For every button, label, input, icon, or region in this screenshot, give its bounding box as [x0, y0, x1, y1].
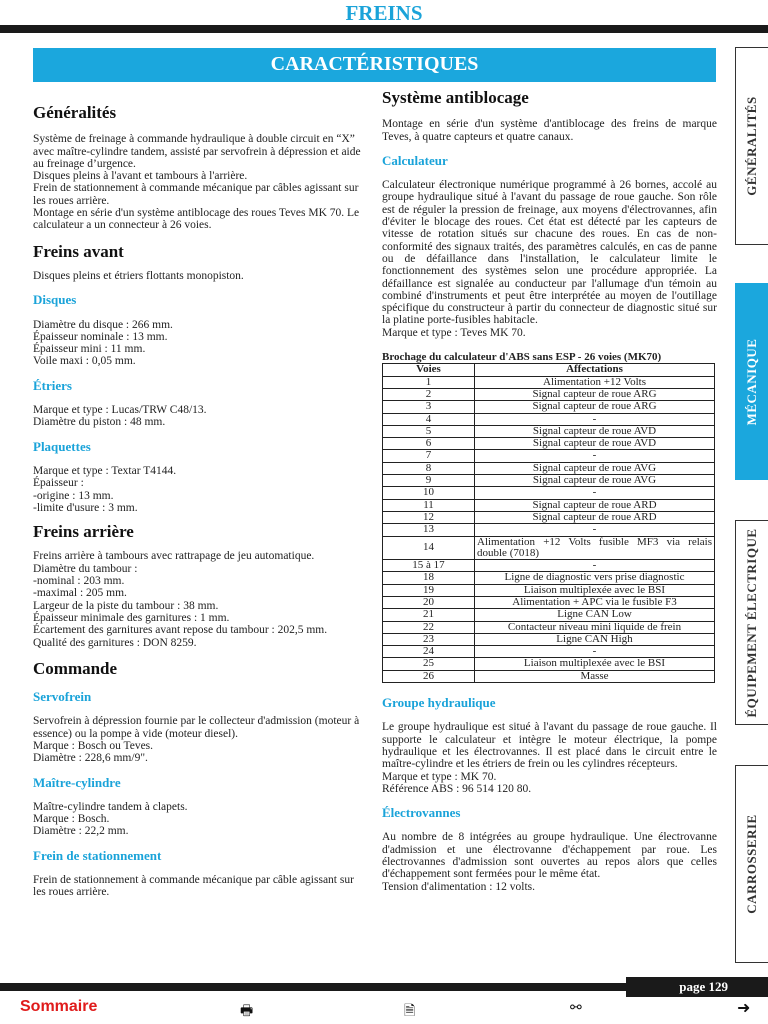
heading-plaquettes: Plaquettes	[33, 438, 91, 454]
printer-icon[interactable]: 🖶	[240, 1004, 254, 1019]
tab-equipement-electrique[interactable]: ÉQUIPEMENT ÉLECTRIQUE	[735, 520, 768, 725]
text-generalites: Système de freinage à commande hydraulique à double circuit en “X” avec maître-cylindre tandem, assisté par servofrein à dépression et aide au freinage d’urgence. Disques pleins à l'avant et tambours à l'arrière. Frein de stationnement à commande mécanique par câbles agissant sur les roues arrière. Montage en série d'un système antiblocage des roues Teves MK 70. Le calculateur a un connecteur à 26 voies.	[33, 133, 361, 232]
right-column	[382, 88, 717, 893]
table-cell-affectation: -	[475, 560, 715, 572]
left-column	[33, 95, 368, 899]
heading-etriers: Étriers	[33, 377, 72, 393]
table-row	[383, 450, 715, 462]
table-header: Voies	[383, 364, 475, 376]
table-row	[383, 425, 715, 437]
document-icon[interactable]: 🗎	[404, 1004, 416, 1019]
table-cell-voie: 22	[383, 621, 475, 633]
table-cell-voie: 21	[383, 609, 475, 621]
text-maitre-cylindre: Maître-cylindre tandem à clapets. Marque : Bosch. Diamètre : 22,2 mm.	[33, 800, 188, 838]
text-freins-avant: Disques pleins et étriers flottants monopiston.	[33, 269, 244, 282]
table-row	[383, 438, 715, 450]
text-electrovannes: Au nombre de 8 intégrées au groupe hydraulique. Une électrovanne d'admission et une électrovanne d'échappement par roue. Les électrovannes d'admission sont ouvertes au repos alors que celles d'échappement sont fermées pour le même état. Tension d'alimentation : 12 volts.	[382, 831, 717, 893]
heading-electrovannes: Électrovannes	[382, 805, 461, 821]
table-cell-affectation: Signal capteur de roue ARD	[475, 511, 715, 523]
text-servofrein: Servofrein à dépression fournie par le collecteur d'admission (moteur à essence) ou la pompe à vide (moteur diesel). Marque : Bosch ou Teves. Diamètre : 228,6 mm/9".	[33, 715, 360, 765]
table-cell-voie: 1	[383, 376, 475, 388]
heading-groupe-hydraulique: Groupe hydraulique	[382, 695, 496, 711]
table-row	[383, 536, 715, 560]
text-disques: Diamètre du disque : 266 mm. Épaisseur nominale : 13 mm. Épaisseur mini : 11 mm. Voile maxi : 0,05 mm.	[33, 318, 173, 368]
table-cell-affectation: -	[475, 524, 715, 536]
arrow-right-icon[interactable]: ➜	[737, 1000, 751, 1017]
table-row	[383, 475, 715, 487]
table-cell-voie: 2	[383, 388, 475, 400]
text-etriers: Marque et type : Lucas/TRW C48/13. Diamètre du piston : 48 mm.	[33, 404, 207, 429]
sommaire-link[interactable]: Sommaire	[20, 998, 98, 1015]
table-cell-voie: 18	[383, 572, 475, 584]
table-cell-affectation: -	[475, 450, 715, 462]
table-cell-voie: 4	[383, 413, 475, 425]
table-cell-voie: 19	[383, 584, 475, 596]
text-antiblocage: Montage en série d'un système d'antiblocage des freins de marque Teves, à quatre capteurs et quatre canaux.	[382, 118, 717, 143]
table-cell-voie: 5	[383, 425, 475, 437]
table-row	[383, 609, 715, 621]
table-cell-affectation: Ligne CAN Low	[475, 609, 715, 621]
table-cell-affectation: Signal capteur de roue AVD	[475, 425, 715, 437]
tab-carrosserie[interactable]: CARROSSERIE	[735, 765, 768, 963]
tab-mecanique[interactable]: MÉCANIQUE	[735, 283, 768, 480]
table-row	[383, 376, 715, 388]
heading-disques: Disques	[33, 292, 77, 308]
table-cell-affectation: Alimentation + APC via le fusible F3	[475, 596, 715, 608]
heading-maitre-cylindre: Maître-cylindre	[33, 774, 121, 790]
table-cell-affectation: Alimentation +12 Volts fusible MF3 via relais double (7018)	[475, 536, 715, 560]
table-row	[383, 670, 715, 682]
table-cell-affectation: Liaison multiplexée avec le BSI	[475, 584, 715, 596]
table-cell-affectation: -	[475, 413, 715, 425]
table-row	[383, 658, 715, 670]
table-cell-affectation: -	[475, 646, 715, 658]
table-cell-voie: 10	[383, 487, 475, 499]
table-row	[383, 462, 715, 474]
table-cell-affectation: Signal capteur de roue AVD	[475, 438, 715, 450]
heading-frein-stationnement: Frein de stationnement	[33, 847, 162, 863]
table-row	[383, 524, 715, 536]
binoculars-icon[interactable]: ⚯	[570, 1001, 582, 1016]
table-row	[383, 633, 715, 645]
table-cell-voie: 23	[383, 633, 475, 645]
table-body	[383, 376, 715, 682]
page-title: FREINS	[345, 1, 423, 25]
table-cell-affectation: Signal capteur de roue ARD	[475, 499, 715, 511]
table-row	[383, 584, 715, 596]
heading-calculateur: Calculateur	[382, 152, 448, 168]
table-cell-affectation: Alimentation +12 Volts	[475, 376, 715, 388]
table-row	[383, 621, 715, 633]
heading-commande: Commande	[33, 658, 118, 678]
table-row	[383, 572, 715, 584]
table-cell-affectation: Ligne CAN High	[475, 633, 715, 645]
table-cell-affectation: Liaison multiplexée avec le BSI	[475, 658, 715, 670]
table-cell-voie: 13	[383, 524, 475, 536]
footer-rule	[0, 983, 626, 991]
table-cell-affectation: Signal capteur de roue ARG	[475, 388, 715, 400]
table-cell-voie: 15 à 17	[383, 560, 475, 572]
table-cell-affectation: Ligne de diagnostic vers prise diagnostic	[475, 572, 715, 584]
table-cell-affectation: Contacteur niveau mini liquide de frein	[475, 621, 715, 633]
heading-freins-avant: Freins avant	[33, 241, 124, 261]
table-row	[383, 511, 715, 523]
table-cell-voie: 9	[383, 475, 475, 487]
table-row	[383, 560, 715, 572]
page-number: page 129	[626, 977, 768, 997]
text-calculateur: Calculateur électronique numérique programmé à 26 bornes, accolé au groupe hydraulique situé à l'avant du passage de roue gauche. Son rôle est de réguler la pression de freinage, aux moyens d'électrovannes, afin d'éviter le blocage des roues. Cet état est détecté par les capteurs de vitesse de rotation situés sur chacune des roues. En cas de non-conformité des signaux traités, des paramètres calculés, en cas de panne ou de défaillance dans l'installation, le calculateur limite le fonctionnement des systèmes selon une procédure appropriée. La défaillance est signalée au conducteur par l'allumage d'un témoin au combiné d'instruments et peut être interprétée au moyen de l'outillage spécifique du constructeur à partir du connecteur de diagnostic situé sur la platine porte-fusibles habitacle. Marque et type : Teves MK 70.	[382, 179, 717, 339]
heading-servofrein: Servofrein	[33, 689, 92, 705]
text-freins-arriere: Freins arrière à tambours avec rattrapage de jeu automatique. Diamètre du tambour : -nominal : 203 mm. -maximal : 205 mm. Largeur de la piste du tambour : 38 mm. Épaisseur minimale des garnitures : 1 mm. Écartement des garnitures avant repose du tambour : 202,5 mm. Qualité des garnitures : DON 8259.	[33, 550, 328, 649]
table-row	[383, 413, 715, 425]
table-header: Affectations	[475, 364, 715, 376]
table-cell-voie: 8	[383, 462, 475, 474]
table-cell-voie: 20	[383, 596, 475, 608]
table-row	[383, 401, 715, 413]
table-cell-voie: 6	[383, 438, 475, 450]
table-title: Brochage du calculateur d'ABS sans ESP - 26 voies (MK70)	[382, 351, 662, 364]
heading-antiblocage: Système antiblocage	[382, 88, 529, 107]
section-banner: CARACTÉRISTIQUES	[33, 48, 716, 82]
table-cell-voie: 26	[383, 670, 475, 682]
table-cell-voie: 12	[383, 511, 475, 523]
text-groupe-hydraulique: Le groupe hydraulique est situé à l'avant du passage de roue gauche. Il supporte le calculateur et intègre le moteur électrique, la pompe hydraulique et les électrovannes. Il est placé dans le circuit entre le maître-cylindre et les étriers de frein ou les cylindres récepteurs. Marque et type : MK 70. Référence ABS : 96 514 120 80.	[382, 721, 717, 795]
top-rule	[0, 25, 768, 33]
table-cell-affectation: Signal capteur de roue ARG	[475, 401, 715, 413]
heading-generalites: Généralités	[33, 103, 117, 122]
table-row	[383, 499, 715, 511]
table-row	[383, 388, 715, 400]
table-row	[383, 596, 715, 608]
table-cell-affectation: Masse	[475, 670, 715, 682]
pinout-table	[382, 363, 715, 683]
text-frein-stationnement: Frein de stationnement à commande mécanique par câble agissant sur les roues arrière.	[33, 874, 354, 899]
table-cell-affectation: Signal capteur de roue AVG	[475, 462, 715, 474]
table-cell-voie: 24	[383, 646, 475, 658]
heading-freins-arriere: Freins arrière	[33, 522, 134, 542]
table-cell-voie: 25	[383, 658, 475, 670]
text-plaquettes: Marque et type : Textar T4144. Épaisseur : -origine : 13 mm. -limite d'usure : 3 mm.	[33, 464, 177, 514]
table-cell-voie: 7	[383, 450, 475, 462]
table-cell-affectation: Signal capteur de roue AVG	[475, 475, 715, 487]
table-row	[383, 487, 715, 499]
table-row	[383, 646, 715, 658]
table-cell-voie: 3	[383, 401, 475, 413]
table-cell-voie: 11	[383, 499, 475, 511]
table-cell-affectation: -	[475, 487, 715, 499]
table-cell-voie: 14	[383, 536, 475, 560]
tab-generalites[interactable]: GÉNÉRALITÉS	[735, 47, 768, 245]
